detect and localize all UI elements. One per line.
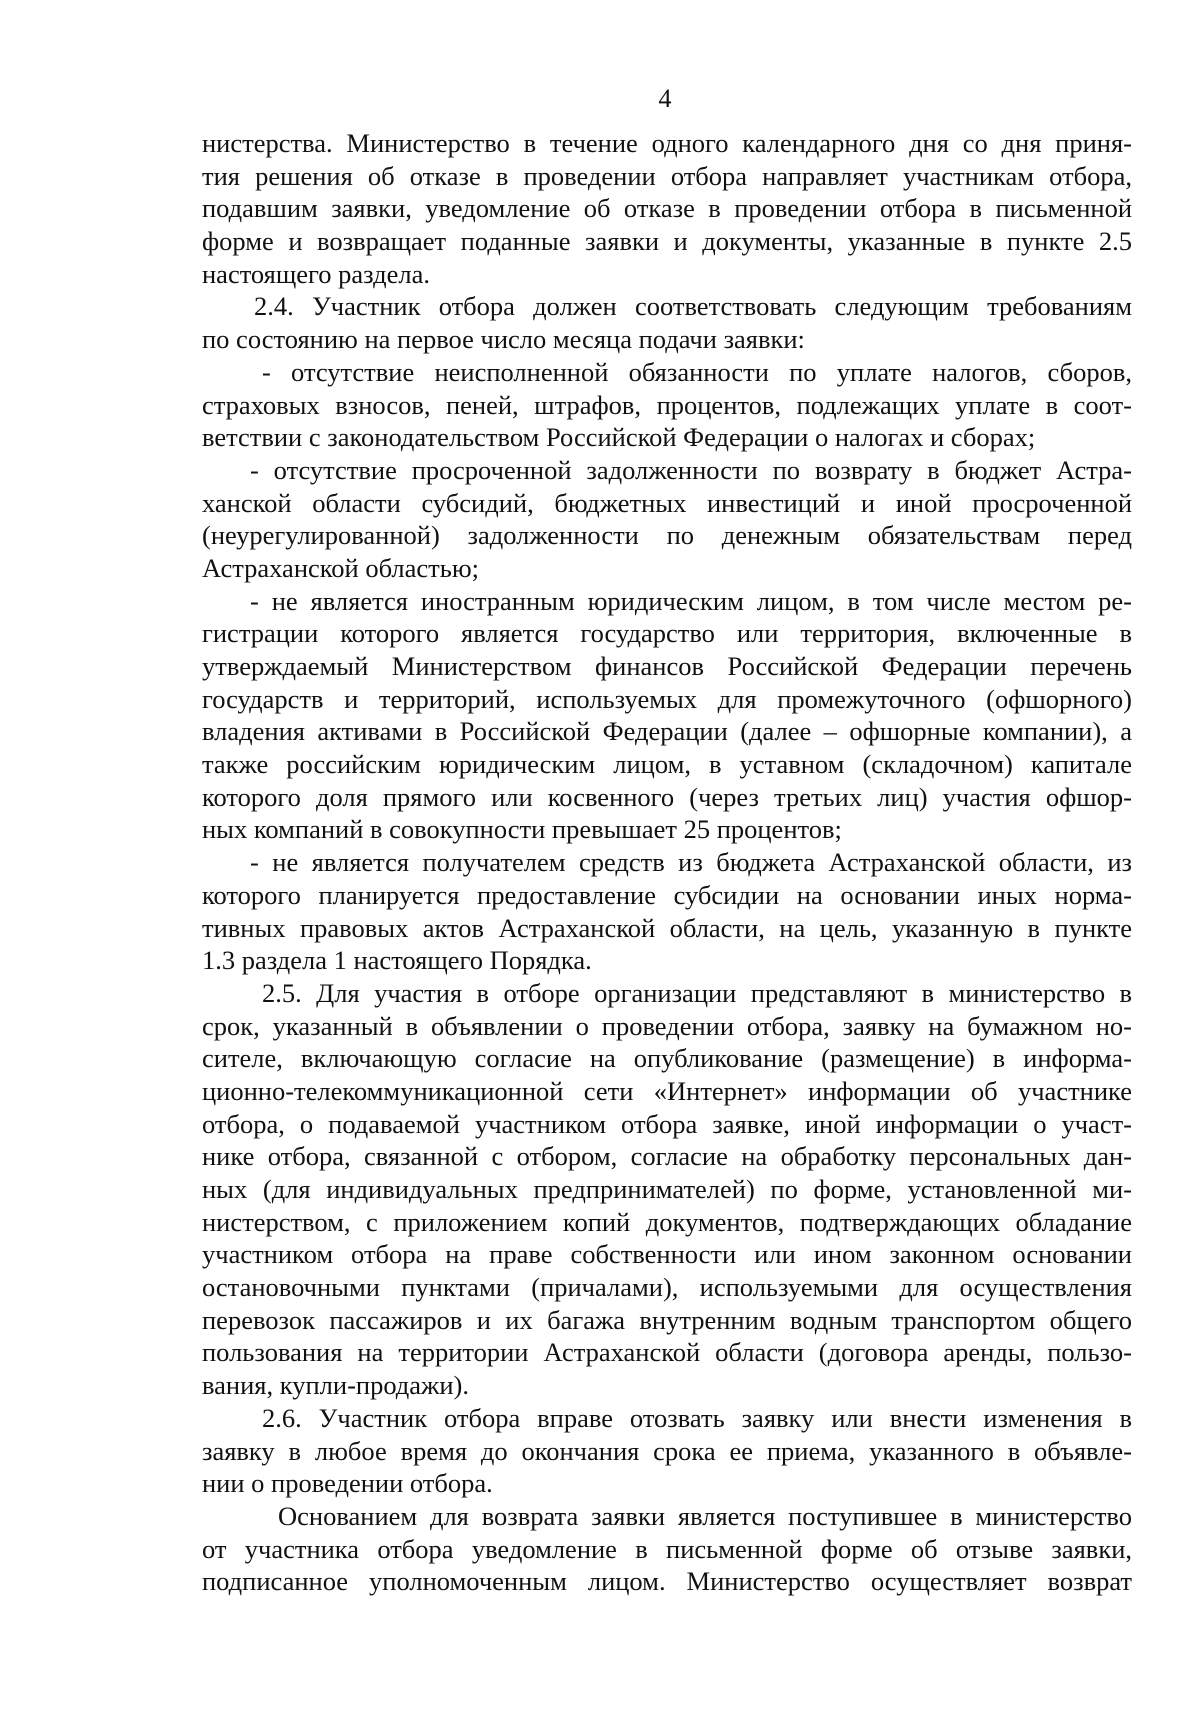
text-line: которого доля прямого или косвенного (через третьих лиц) участия офшор-	[202, 781, 1132, 812]
text-line: подписанное уполномоченным лицом. Министерство осуществляет возврат	[202, 1566, 1132, 1597]
text-line: подавшим заявки, уведомление об отказе в проведении отбора в письменной	[202, 193, 1132, 224]
text-line: 2.5. Для участия в отборе организации представляют в министерство в	[262, 977, 1132, 1008]
text-line: утверждаемый Министерством финансов Российской Федерации перечень	[202, 651, 1132, 681]
text-line: участником отбора на праве собственности или ином законном основании	[202, 1239, 1132, 1270]
text-line: ветствии с законодательством Российской Федерации о налогах и сборах;	[202, 422, 1036, 453]
text-line: - не является иностранным юридическим лицом, в том числе местом ре-	[250, 585, 1132, 616]
text-line: перевозок пассажиров и их багажа внутренним водным транспортом общего	[202, 1304, 1132, 1335]
text-line: - не является получателем средств из бюджета Астраханской области, из	[250, 847, 1132, 878]
text-line: - отсутствие просроченной задолженности по возврату в бюджет Астра-	[250, 454, 1132, 485]
document-body	[202, 127, 1132, 1598]
text-line: нике отбора, связанной с отбором, согласие на обработку персональных дан-	[202, 1141, 1132, 1172]
text-line: нистерства. Министерство в течение одного календарного дня со дня приня-	[202, 128, 1132, 158]
text-line: которого планируется предоставление субсидии на основании иных норма-	[202, 879, 1132, 910]
text-line: 2.6. Участник отбора вправе отозвать заявку или внести изменения в	[262, 1402, 1132, 1433]
text-line: владения активами в Российской Федерации (далее – офшорные компании), а	[202, 716, 1132, 747]
text-line: страховых взносов, пеней, штрафов, процентов, подлежащих уплате в соот-	[202, 389, 1132, 420]
text-line: ных (для индивидуальных предпринимателей) по форме, установленной ми-	[202, 1174, 1132, 1204]
text-line: срок, указанный в объявлении о проведении отбора, заявку на бумажном но-	[202, 1010, 1132, 1041]
text-line: сителе, включающую согласие на опубликование (размещение) в информа-	[202, 1043, 1132, 1074]
text-line: ционно-телекоммуникационной сети «Интернет» информации об участнике	[202, 1075, 1132, 1106]
text-line: заявку в любое время до окончания срока ее приема, указанного в объявле-	[202, 1435, 1132, 1466]
text-line: 1.3 раздела 1 настоящего Порядка.	[202, 945, 592, 976]
text-line: нистерством, с приложением копий документов, подтверждающих обладание	[202, 1206, 1132, 1237]
text-line: форме и возвращает поданные заявки и документы, указанные в пункте 2.5	[202, 226, 1132, 257]
page-number: 4	[658, 84, 672, 113]
text-line: 2.4. Участник отбора должен соответствовать следующим требованиям	[254, 291, 1132, 322]
text-line: Основанием для возврата заявки является поступившее в министерство	[278, 1500, 1132, 1531]
text-line: - отсутствие неисполненной обязанности по уплате налогов, сборов,	[262, 356, 1132, 387]
text-line: гистрации которого является государство или территория, включенные в	[202, 618, 1132, 649]
text-line: пользования на территории Астраханской области (договора аренды, пользо-	[202, 1337, 1132, 1368]
text-line: вания, купли-продажи).	[202, 1370, 469, 1401]
text-line: тия решения об отказе в проведении отбора направляет участникам отбора,	[202, 160, 1132, 191]
text-line: ханской области субсидий, бюджетных инвестиций и иной просроченной	[202, 487, 1132, 518]
text-line: Астраханской областью;	[202, 552, 479, 583]
text-line: нии о проведении отбора.	[202, 1468, 493, 1499]
text-line: ных компаний в совокупности превышает 25 процентов;	[202, 814, 842, 845]
text-line: отбора, о подаваемой участником отбора заявке, иной информации о участ-	[202, 1108, 1132, 1139]
text-line: также российским юридическим лицом, в уставном (складочном) капитале	[202, 749, 1132, 780]
text-line: тивных правовых актов Астраханской области, на цель, указанную в пункте	[202, 912, 1132, 943]
text-line: от участника отбора уведомление в письменной форме об отзыве заявки,	[202, 1533, 1132, 1564]
text-line: по состоянию на первое число месяца подачи заявки:	[202, 324, 805, 355]
text-line: остановочными пунктами (причалами), используемыми для осуществления	[202, 1272, 1132, 1303]
text-line: (неурегулированной) задолженности по денежным обязательствам перед	[202, 520, 1132, 551]
text-line: государств и территорий, используемых для промежуточного (офшорного)	[202, 683, 1132, 714]
text-line: настоящего раздела.	[202, 258, 430, 289]
